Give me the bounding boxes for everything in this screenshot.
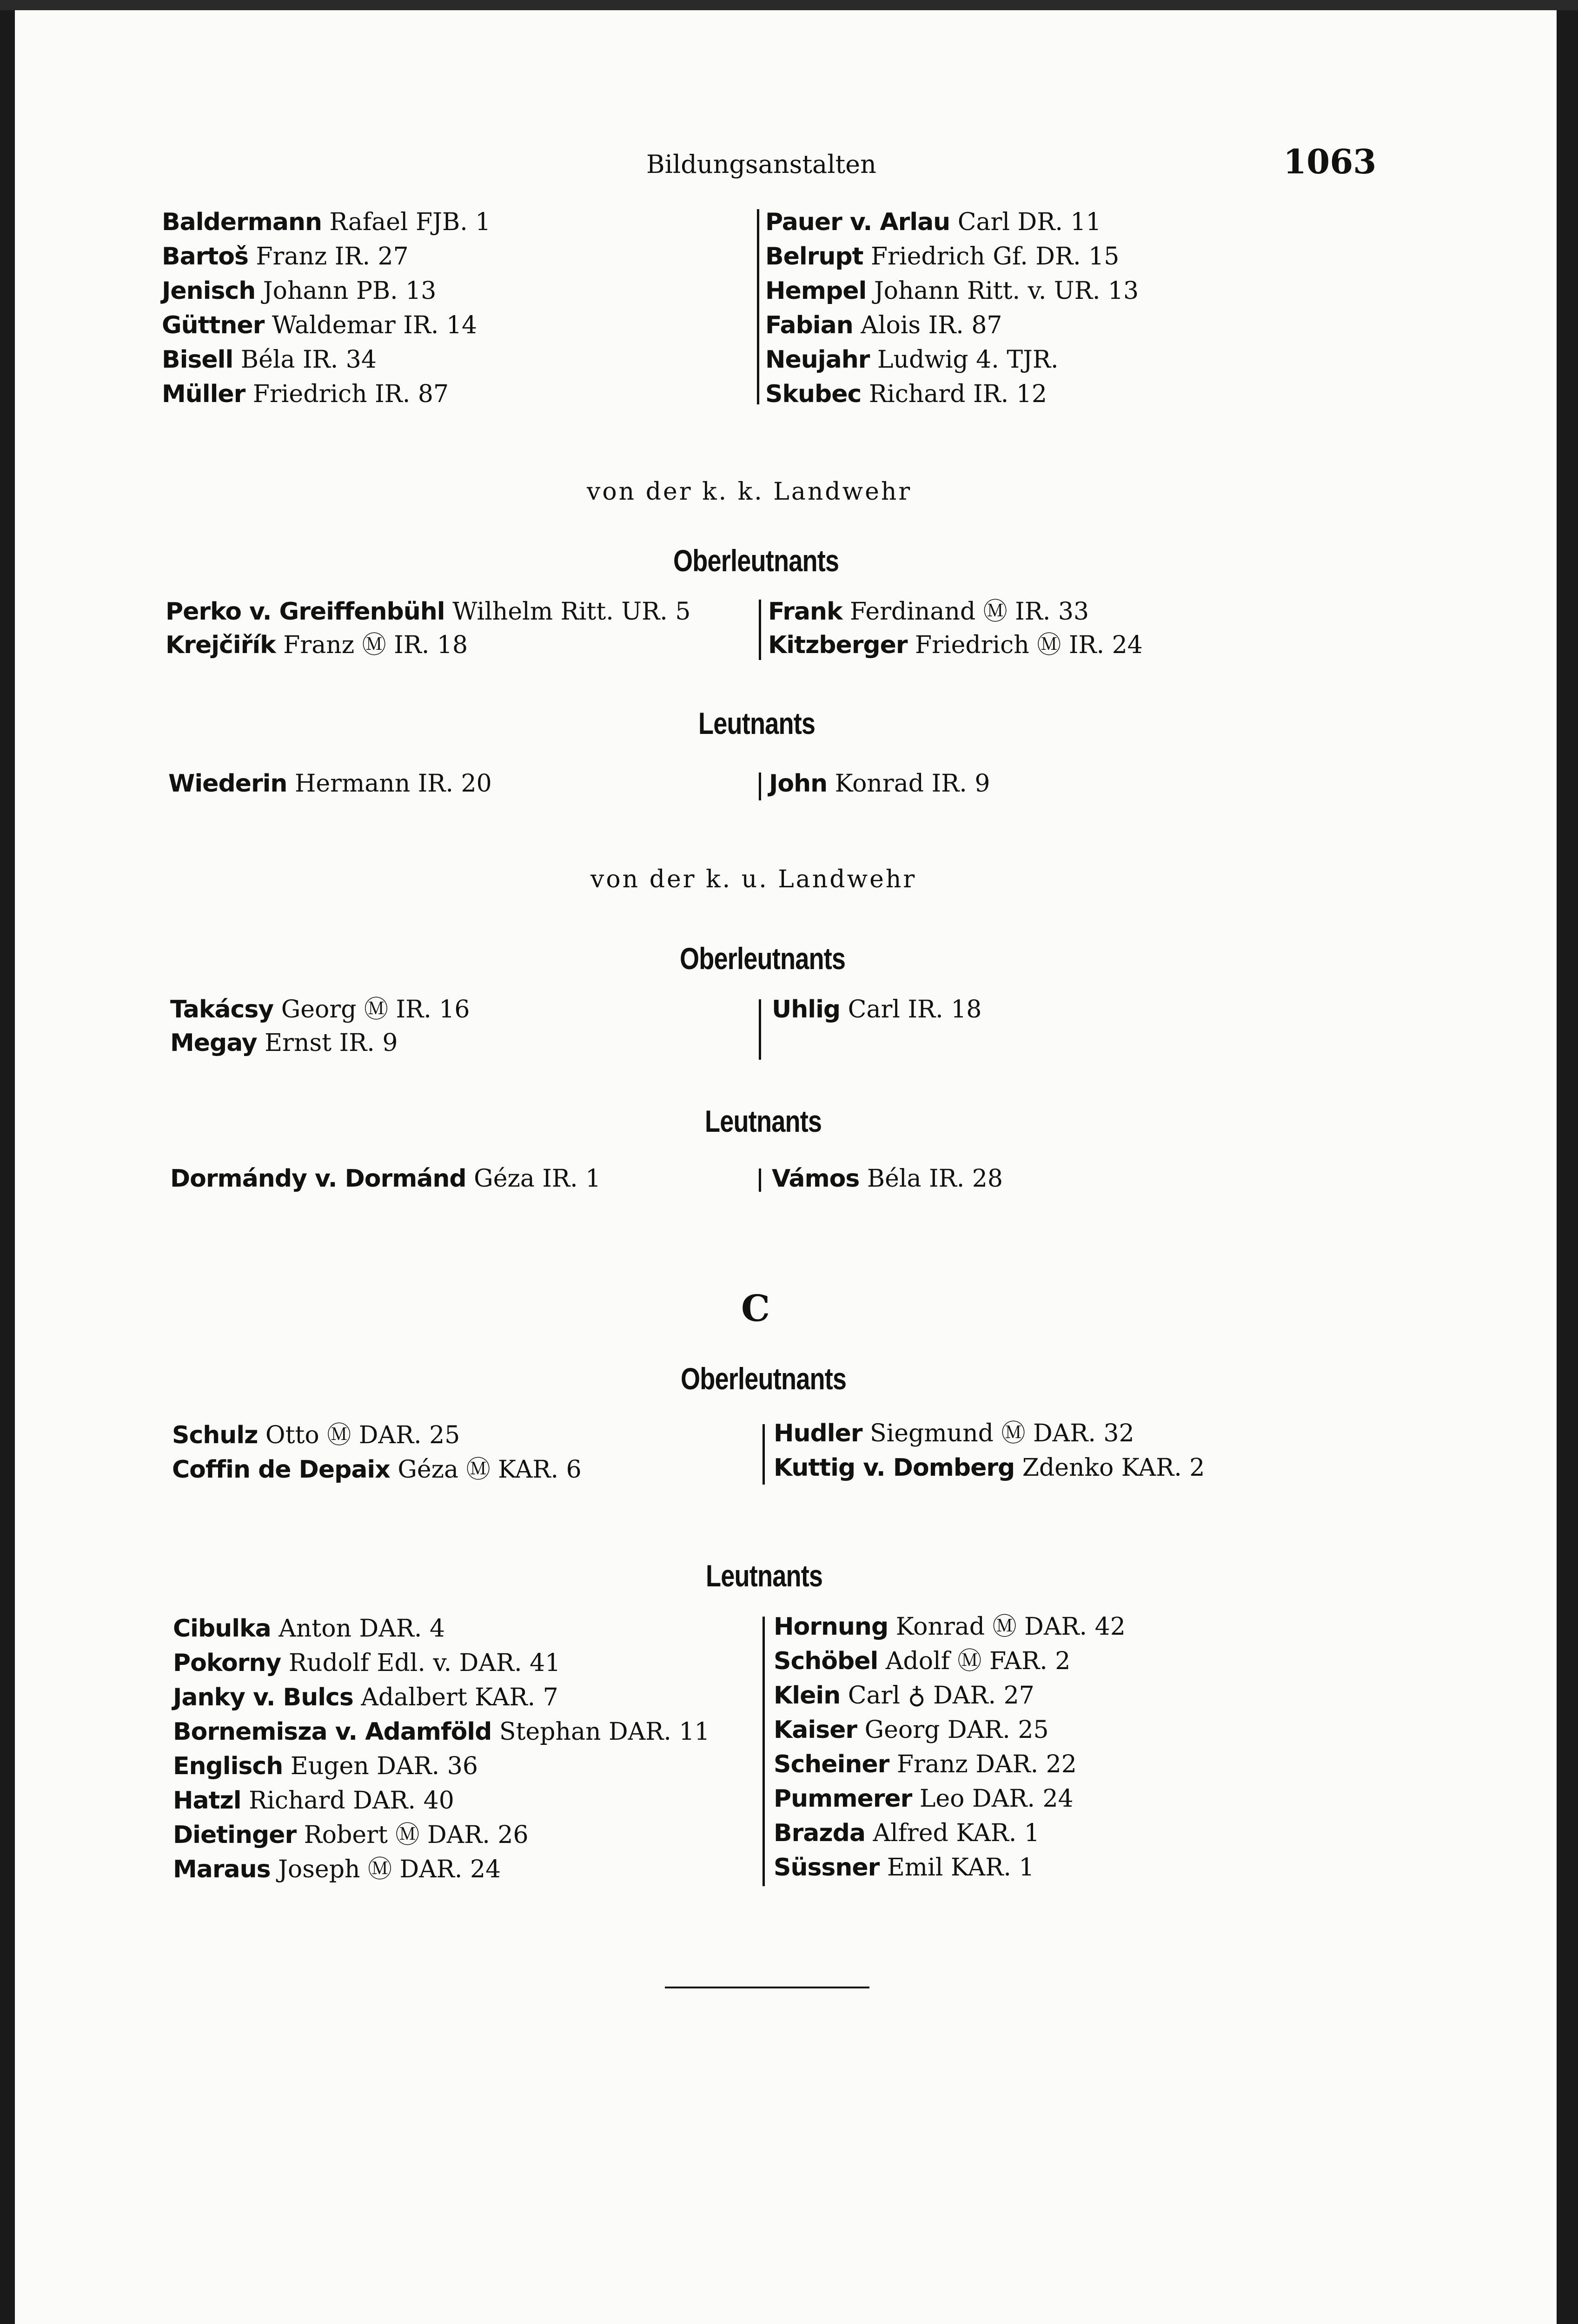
rank-heading-oberleutnants: Oberleutnants [681, 1361, 847, 1396]
list-item: Pokorny Rudolf Edl. v. DAR. 41 [173, 1649, 561, 1677]
list-item: Perko v. Greiffenbühl Wilhelm Ritt. UR. 5 [166, 598, 691, 626]
list-item: Süssner Emil KAR. 1 [774, 1854, 1034, 1882]
list-item: Uhlig Carl IR. 18 [772, 996, 982, 1023]
list-item: Müller Friedrich IR. 87 [162, 380, 449, 408]
list-item: Fabian Alois IR. 87 [765, 311, 1002, 339]
list-item: Krejčiřík Franz Ⓜ IR. 18 [166, 631, 468, 659]
list-item: Cibulka Anton DAR. 4 [173, 1615, 445, 1643]
list-item: Janky v. Bulcs Adalbert KAR. 7 [173, 1684, 558, 1711]
rank-heading-leutnants: Leutnants [705, 1104, 822, 1138]
list-item: Belrupt Friedrich Gf. DR. 15 [765, 243, 1120, 271]
list-item: Bisell Béla IR. 34 [162, 346, 377, 374]
list-item: Frank Ferdinand Ⓜ IR. 33 [768, 598, 1089, 626]
list-item: Maraus Joseph Ⓜ DAR. 24 [173, 1855, 501, 1883]
list-item: Klein Carl ♁ DAR. 27 [774, 1682, 1034, 1710]
list-item: Pauer v. Arlau Carl DR. 11 [765, 208, 1101, 236]
section-heading-ku-landwehr: von der k. u. Landwehr [590, 865, 917, 893]
rank-heading-leutnants: Leutnants [706, 1558, 823, 1593]
list-item: Hornung Konrad Ⓜ DAR. 42 [774, 1613, 1126, 1641]
column-divider [759, 1169, 761, 1192]
list-item: Neujahr Ludwig 4. TJR. [765, 346, 1059, 374]
list-item: Bornemisza v. Adamföld Stephan DAR. 11 [173, 1718, 710, 1746]
list-item: Jenisch Johann PB. 13 [162, 277, 437, 305]
list-item: Takácsy Georg Ⓜ IR. 16 [170, 996, 470, 1023]
column-divider [759, 600, 761, 660]
section-letter-heading: C [741, 1287, 770, 1330]
list-item: Güttner Waldemar IR. 14 [162, 311, 477, 339]
list-item: John Konrad IR. 9 [769, 770, 990, 798]
list-item: Brazda Alfred KAR. 1 [774, 1819, 1040, 1847]
list-item: Schöbel Adolf Ⓜ FAR. 2 [774, 1647, 1071, 1675]
column-divider [759, 999, 761, 1060]
list-item: Hatzl Richard DAR. 40 [173, 1787, 454, 1815]
list-item: Baldermann Rafael FJB. 1 [162, 208, 491, 236]
running-header: Bildungsanstalten [646, 150, 876, 179]
end-rule [665, 1987, 869, 1988]
list-item: Scheiner Franz DAR. 22 [774, 1750, 1077, 1778]
scan-border-left [0, 0, 15, 2324]
rank-heading-leutnants: Leutnants [698, 706, 816, 740]
list-item: Dietinger Robert Ⓜ DAR. 26 [173, 1821, 529, 1849]
scan-border-top [0, 0, 1578, 10]
section-heading-kk-landwehr: von der k. k. Landwehr [587, 478, 912, 506]
list-item: Schulz Otto Ⓜ DAR. 25 [172, 1421, 460, 1449]
list-item: Kitzberger Friedrich Ⓜ IR. 24 [768, 631, 1143, 659]
rank-heading-oberleutnants: Oberleutnants [673, 543, 839, 578]
page-number: 1063 [1283, 142, 1377, 181]
list-item: Coffin de Depaix Géza Ⓜ KAR. 6 [172, 1456, 582, 1484]
list-item: Skubec Richard IR. 12 [765, 380, 1047, 408]
list-item: Bartoš Franz IR. 27 [162, 243, 409, 271]
list-item: Vámos Béla IR. 28 [772, 1165, 1003, 1193]
column-divider [762, 1424, 765, 1485]
list-item: Dormándy v. Dormánd Géza IR. 1 [170, 1165, 601, 1193]
list-item: Hempel Johann Ritt. v. UR. 13 [765, 277, 1139, 305]
scan-border-right [1557, 0, 1578, 2324]
rank-heading-oberleutnants: Oberleutnants [680, 941, 846, 976]
list-item: Kaiser Georg DAR. 25 [774, 1716, 1049, 1744]
list-item: Wiederin Hermann IR. 20 [168, 770, 492, 798]
column-divider [762, 1617, 765, 1886]
list-item: Pummerer Leo DAR. 24 [774, 1785, 1074, 1813]
list-item: Kuttig v. Domberg Zdenko KAR. 2 [774, 1454, 1205, 1482]
list-item: Hudler Siegmund Ⓜ DAR. 32 [774, 1419, 1134, 1447]
column-divider [757, 209, 759, 404]
list-item: Megay Ernst IR. 9 [170, 1029, 398, 1057]
list-item: Englisch Eugen DAR. 36 [173, 1752, 478, 1780]
column-divider [759, 772, 761, 800]
